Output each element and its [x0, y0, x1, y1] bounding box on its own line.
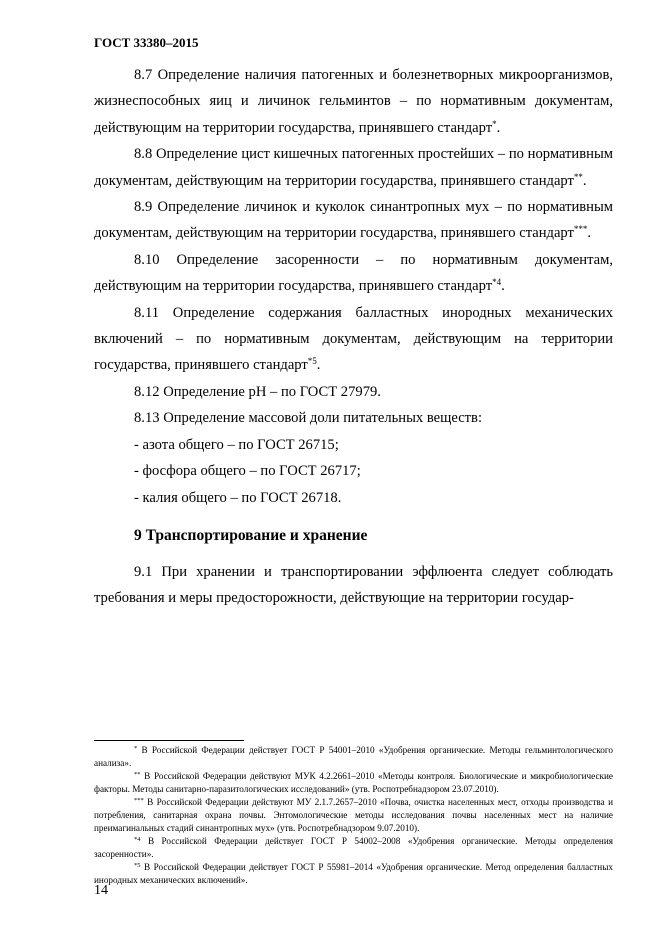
footnote — [94, 770, 613, 796]
list-item: - калия общего – по ГОСТ 26718. — [134, 489, 342, 506]
footnote-mark: *** — [134, 797, 144, 804]
paragraph-8-9 — [94, 194, 613, 247]
footnote — [94, 861, 613, 887]
paragraph-8-12: 8.12 Определение pH – по ГОСТ 27979. — [134, 383, 381, 400]
footnote-text: В Российской Федерации действует ГОСТ Р 55981–2014 «Удобрения органические. Метод определения балластных инородных механических включений». — [94, 862, 613, 885]
footnote-mark: ** — [134, 771, 141, 778]
footnote-mark: *5 — [134, 862, 141, 869]
paragraph-8-7 — [94, 62, 613, 141]
paragraph-text: 8.8 Определение цист кишечных патогенных простейших – по нормативным документам, действующим на территории государства, принявшего стандарт — [94, 146, 613, 189]
paragraph-text: 8.9 Определение личинок и куколок синантропных мух – по нормативным документам, действующим на территории государства, принявшего стандарт — [94, 199, 613, 242]
paragraph-tail: . — [501, 278, 505, 295]
paragraph-tail: . — [496, 119, 501, 136]
footnote — [94, 796, 613, 835]
paragraph-8-8 — [94, 141, 613, 194]
document-header: ГОСТ 33380–2015 — [94, 35, 199, 50]
paragraph-text: 8.11 Определение содержания балластных инородных механических включений – по нормативным документам, действующим на территории государства, принявшего стандарт — [94, 304, 613, 374]
footnote-text: В Российской Федерации действуют МУК 4.2.2661–2010 «Методы контроля. Биологические и микробиологические факторы. Методы санитарно-паразитологических исследований» (утв. Роспотребнадзором 23.07.2010). — [94, 771, 613, 794]
paragraph-8-13: 8.13 Определение массовой доли питательных веществ: — [134, 410, 482, 427]
footnote-text: В Российской Федерации действует ГОСТ Р 54001–2010 «Удобрения органические. Методы гельминтологического анализа». — [94, 745, 613, 768]
footnote-reference[interactable]: * — [492, 118, 497, 129]
paragraph-8-11 — [94, 300, 613, 379]
paragraph-8-10 — [94, 247, 613, 300]
footnote-mark: *4 — [134, 836, 141, 843]
footnote — [94, 835, 613, 861]
main-text — [94, 62, 613, 612]
list-item: - азота общего – по ГОСТ 26715; — [134, 436, 339, 453]
section-heading: 9 Транспортирование и хранение — [134, 526, 368, 544]
paragraph-tail: . — [316, 357, 321, 374]
paragraph-9-1: 9.1 При хранении и транспортировании эффлюента следует соблюдать требования и меры предосторожности, действующие на территории государ- — [94, 563, 613, 607]
footnote-separator — [94, 740, 244, 741]
footnote-reference[interactable]: *5 — [307, 356, 317, 367]
page-number: 14 — [94, 883, 108, 898]
footnote-reference[interactable]: *** — [573, 224, 588, 235]
footnote-reference[interactable]: ** — [573, 171, 583, 182]
paragraph-tail: . — [587, 225, 592, 242]
footnote-mark: * — [134, 745, 138, 752]
paragraph-text: 8.7 Определение наличия патогенных и болезнетворных микроорганизмов, жизнеспособных яиц и личинок гельминтов – по нормативным документам, действующим на территории государства, принявшего стандарт — [94, 67, 613, 136]
footnote-text: В Российской Федерации действуют МУ 2.1.7.2657–2010 «Почва, очистка населенных мест, отходы производства и потребления, санитарная охрана почвы. Энтомологические методы исследования почвы населенных мест на наличие преимагинальных стадий синантропных мух» (утв. Роспотребнадзором 9.07.2010). — [94, 797, 613, 833]
list-item: - фосфора общего – по ГОСТ 26717; — [134, 463, 361, 480]
paragraph-text: 8.10 Определение засоренности – по нормативным документам, действующим на территории государства, принявшего стандарт — [94, 251, 613, 295]
footnote — [94, 744, 613, 770]
paragraph-tail: . — [582, 172, 587, 189]
footnote-text: В Российской Федерации действует ГОСТ Р 54002–2008 «Удобрения органические. Методы определения засоренности». — [94, 836, 613, 859]
footnote-reference[interactable]: *4 — [492, 277, 502, 288]
footnotes — [94, 744, 613, 887]
